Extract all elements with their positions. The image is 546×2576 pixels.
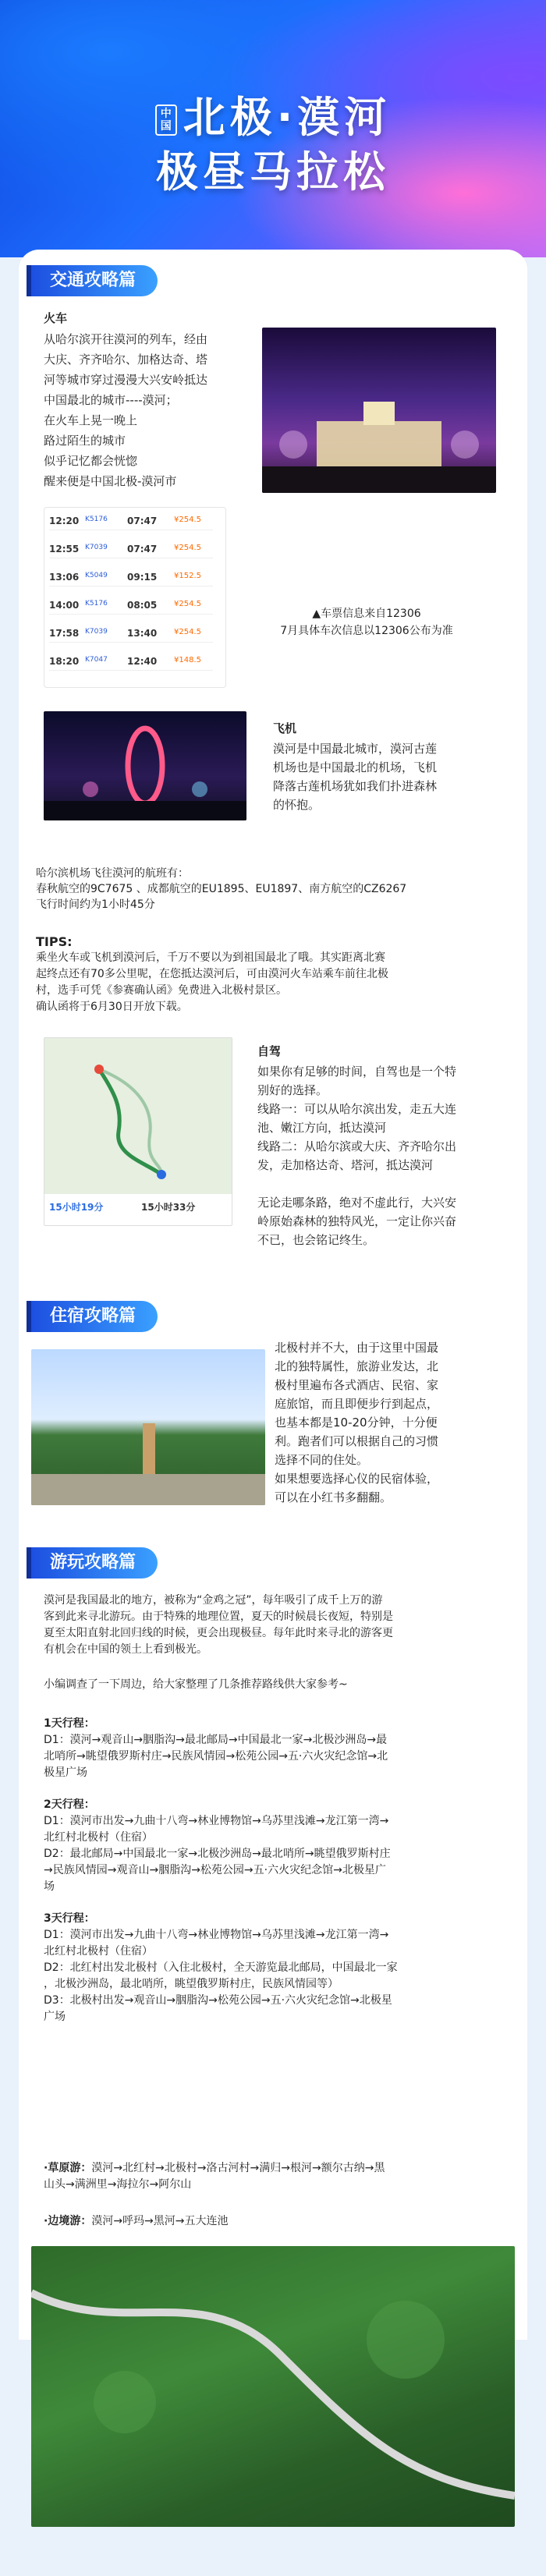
- ticket-arr: 12:40: [127, 656, 158, 667]
- train-heading: 火车: [44, 311, 68, 325]
- ticket-row-divider: [49, 614, 213, 615]
- route-line: D3：北极村出发→观音山→胭脂沟→松苑公园→五·六火灾纪念馆→北极星: [44, 1994, 392, 2007]
- train-text-line: 路过陌生的城市: [44, 434, 126, 448]
- ticket-row: [49, 514, 221, 537]
- tips-text-line: 村，选手可凭《参赛确认函》免费进入北极村景区。: [36, 984, 287, 997]
- tour-routes: [44, 1716, 512, 2025]
- tour-intro-line: 漠河是我国最北的地方，被称为“金鸡之冠”，每年吸引了成千上万的游: [44, 1594, 383, 1607]
- ticket-row: [49, 598, 221, 622]
- ticket-price: ¥254.5: [174, 600, 201, 608]
- airport-sculpture-illustration: [44, 711, 246, 820]
- route-line: 广场: [44, 2011, 66, 2023]
- ticket-price: ¥254.5: [174, 628, 201, 636]
- drive-text-line: [257, 1175, 515, 1193]
- ticket-note: [234, 605, 499, 640]
- ticket-code: K7039: [85, 544, 108, 551]
- tour-intro-line: 夏至太阳直射北回归线的时候，更会出现极昼。每年此时来寻北的游客更: [44, 1627, 393, 1639]
- stay-text-line: 如果想要选择心仪的民宿体验，: [275, 1472, 439, 1486]
- train-text-line: 中国最北的城市----漠河；: [44, 393, 178, 407]
- route-title: 3天行程：: [44, 1912, 95, 1925]
- border-route-text: 漠河→呼玛→黑河→五大连池: [91, 2215, 229, 2227]
- ticket-code: K7047: [85, 656, 108, 664]
- drive-description: [257, 1062, 515, 1249]
- route-title: 2天行程：: [44, 1798, 95, 1811]
- airport-night-photo: [44, 711, 246, 820]
- ticket-dep: 14:00: [49, 600, 80, 611]
- plane-text-line: 机场也是中国最北的机场，飞机: [273, 760, 438, 774]
- ticket-row-divider: [49, 642, 213, 643]
- ticket-arr: 07:47: [127, 544, 158, 555]
- ticket-code: K7039: [85, 628, 108, 636]
- village-monument-illustration: [31, 1349, 265, 1505]
- route-title: 1天行程：: [44, 1717, 95, 1730]
- plane-text-line: 降落古莲机场犹如我们扑进森林: [273, 779, 438, 793]
- section-title-stay: 住宿攻略篇: [31, 1301, 158, 1332]
- ticket-row: [49, 570, 221, 594]
- ticket-price: ¥152.5: [174, 572, 201, 580]
- tour-intro-line: 小编调查了一下周边，给大家整理了几条推荐路线供大家参考~: [44, 1678, 348, 1691]
- plane-description: [273, 739, 507, 814]
- route-time-right: 15小时33分: [141, 1202, 196, 1213]
- train-ticket-screenshot: [44, 507, 226, 688]
- train-text-line: 从哈尔滨开往漠河的列车，经由: [44, 332, 208, 346]
- train-description: [44, 329, 254, 491]
- route-line: 极星广场: [44, 1766, 87, 1779]
- route-line: 北红村北极村（住宿）: [44, 1831, 153, 1844]
- stay-text-line: 北的独特属性，旅游业发达，北: [275, 1359, 439, 1373]
- hero-title-line1: [0, 84, 546, 144]
- border-label: ·边境游：: [44, 2215, 92, 2227]
- drive-map-screenshot: [44, 1037, 232, 1226]
- flight-text-line: 哈尔滨机场飞往漠河的航班有：: [36, 867, 189, 880]
- tips-text: [36, 950, 519, 1015]
- flight-info: [36, 866, 519, 912]
- ticket-arr: 09:15: [127, 572, 158, 583]
- ticket-price: ¥148.5: [174, 656, 201, 664]
- drive-text-line: 线路二：从哈尔滨或大庆、齐齐哈尔出: [257, 1139, 457, 1153]
- section-title-tour: 游玩攻略篇: [31, 1547, 158, 1579]
- stay-text-line: 可以在小红书多翻翻。: [275, 1490, 392, 1504]
- route-line: D1：漠河市出发→九曲十八弯→林业博物馆→乌苏里浅滩→龙江第一湾→: [44, 1815, 389, 1827]
- route-line: D2：北红村出发北极村（入住北极村，全天游览最北邮局，中国最北一家: [44, 1961, 398, 1974]
- ticket-dep: 13:06: [49, 572, 80, 583]
- route-time-left: 15小时19分: [49, 1202, 104, 1213]
- train-station-night-photo: [262, 328, 496, 493]
- drive-text-line: 如果你有足够的时间，自驾也是一个特: [257, 1065, 457, 1079]
- tips-text-line: 确认函将于6月30日开放下载。: [36, 1001, 188, 1013]
- route-line: 北哨所→眺望俄罗斯村庄→民族风情园→松苑公园→五·六火灾纪念馆→北: [44, 1750, 388, 1763]
- drive-text-line: 别好的选择。: [257, 1083, 328, 1097]
- ticket-price: ¥254.5: [174, 516, 201, 524]
- train-text-line: 在火车上晃一晚上: [44, 413, 138, 427]
- route-line: D1：漠河市出发→九曲十八弯→林业博物馆→乌苏里浅滩→龙江第一湾→: [44, 1929, 389, 1941]
- route-line: ，北极沙洲岛，最北哨所，眺望俄罗斯村庄，民族风情园等）: [44, 1978, 339, 1990]
- train-text-line: 醒来便是中国北极-漠河市: [44, 474, 177, 488]
- plane-heading: 飞机: [273, 721, 297, 735]
- ticket-row: [49, 654, 221, 678]
- stay-text-line: 也基本都是10-20分钟，十分便: [275, 1416, 438, 1430]
- hero-title-text: 北极·漠河: [183, 93, 392, 142]
- train-text-line: 大庆、齐齐哈尔、加格达奇、塔: [44, 353, 208, 367]
- stay-text-line: 选择不同的住处。: [275, 1453, 369, 1467]
- stay-text-line: 北极村并不大，由于这里中国最: [275, 1341, 439, 1355]
- ticket-arr: 08:05: [127, 600, 158, 611]
- section-title-transport: 交通攻略篇: [31, 265, 158, 296]
- ticket-dep: 12:20: [49, 516, 80, 526]
- border-route: [44, 2213, 512, 2230]
- ticket-code: K5176: [85, 600, 108, 608]
- grassland-label: ·草原游：: [44, 2162, 92, 2174]
- arctic-village-photo: [31, 1349, 265, 1505]
- ticket-arr: 07:47: [127, 516, 158, 526]
- stay-text-line: 庭旅馆，而且即便步行到起点，: [275, 1397, 439, 1411]
- ticket-price: ¥254.5: [174, 544, 201, 552]
- plane-text-line: 的怀抱。: [273, 798, 321, 812]
- grassland-route: [44, 2160, 512, 2193]
- tour-intro-line: 有机会在中国的领土上看到极光。: [44, 1643, 207, 1656]
- flight-text-line: 飞行时间约为1小时45分: [36, 898, 155, 911]
- road-illustration: [31, 2246, 515, 2527]
- drive-text-line: 发，走加格达奇、塔河，抵达漠河: [257, 1158, 434, 1172]
- plane-text-line: 漠河是中国最北城市，漠河古莲: [273, 742, 438, 756]
- train-text-line: 似乎记忆都会恍惚: [44, 454, 138, 468]
- stay-description: [275, 1338, 516, 1507]
- flight-text-line: 春秋航空的9C7675 、成都航空的EU1895、EU1897、南方航空的CZ6267: [36, 883, 407, 895]
- grassland-route-text2: 山头→满洲里→海拉尔→阿尔山: [44, 2178, 192, 2191]
- forest-road-photo: [31, 2246, 515, 2527]
- china-badge: 中国: [155, 105, 177, 136]
- map-illustration: [44, 1038, 232, 1225]
- tips-text-line: 起终点还有70多公里呢，在您抵达漠河后，可由漠河火车站乘车前往北极: [36, 968, 388, 980]
- route-line: D1：漠河→观音山→胭脂沟→最北邮局→中国最北一家→北极沙洲岛→最: [44, 1734, 388, 1746]
- ticket-code: K5176: [85, 516, 108, 523]
- ticket-row: [49, 626, 221, 650]
- hero-title-line2: 极昼马拉松: [156, 147, 390, 197]
- drive-text-line: 岭原始森林的独特风光，一定让你兴奋: [257, 1214, 457, 1228]
- drive-text-line: 池、嫩江方向，抵达漠河: [257, 1121, 387, 1135]
- train-text-line: 河等城市穿过漫漫大兴安岭抵达: [44, 373, 208, 387]
- ticket-arr: 13:40: [127, 628, 158, 639]
- ticket-dep: 12:55: [49, 544, 80, 555]
- tour-intro-line: [44, 1658, 512, 1677]
- tips-title: TIPS:: [36, 934, 73, 949]
- route-line: 北红村北极村（住宿）: [44, 1945, 153, 1958]
- tips-text-line: 乘坐火车或飞机到漠河后，千万不要以为到祖国最北了哦。其实距离北赛: [36, 951, 385, 964]
- ticket-code: K5049: [85, 572, 108, 579]
- ticket-row: [49, 542, 221, 565]
- grassland-route-text: 漠河→北红村→北极村→洛古河村→满归→根河→额尔古纳→黑: [91, 2162, 385, 2174]
- drive-heading: 自驾: [257, 1044, 282, 1058]
- ticket-note-line2: 7月具体车次信息以12306公布为准: [280, 625, 453, 637]
- tour-intro-line: 客到此来寻北游玩。由于特殊的地理位置，夏天的时候晨长夜短，特别是: [44, 1610, 393, 1623]
- route-line: D2：最北邮局→中国最北一家→北极沙洲岛→最北哨所→眺望俄罗斯村庄: [44, 1848, 391, 1860]
- ticket-dep: 17:58: [49, 628, 80, 639]
- route-line: 场: [44, 1880, 55, 1893]
- drive-text-line: 线路一：可以从哈尔滨出发，走五大连: [257, 1102, 457, 1116]
- tour-intro: [44, 1593, 512, 1693]
- ticket-row-divider: [49, 670, 213, 671]
- stay-text-line: 利。跑者们可以根据自己的习惯: [275, 1434, 439, 1448]
- ticket-dep: 18:20: [49, 656, 80, 667]
- hero-banner: [0, 0, 546, 257]
- drive-text-line: 无论走哪条路，绝对不虚此行，大兴安: [257, 1196, 457, 1210]
- stay-text-line: 极村里遍布各式酒店、民宿、家: [275, 1378, 439, 1392]
- ticket-note-line1: ▲车票信息来自12306: [312, 608, 421, 620]
- route-line: →民族风情园→观音山→胭脂沟→松苑公园→五·六火灾纪念馆→北极星广: [44, 1864, 386, 1876]
- drive-text-line: 不已，也会铭记终生。: [257, 1233, 375, 1247]
- station-illustration: [262, 328, 496, 493]
